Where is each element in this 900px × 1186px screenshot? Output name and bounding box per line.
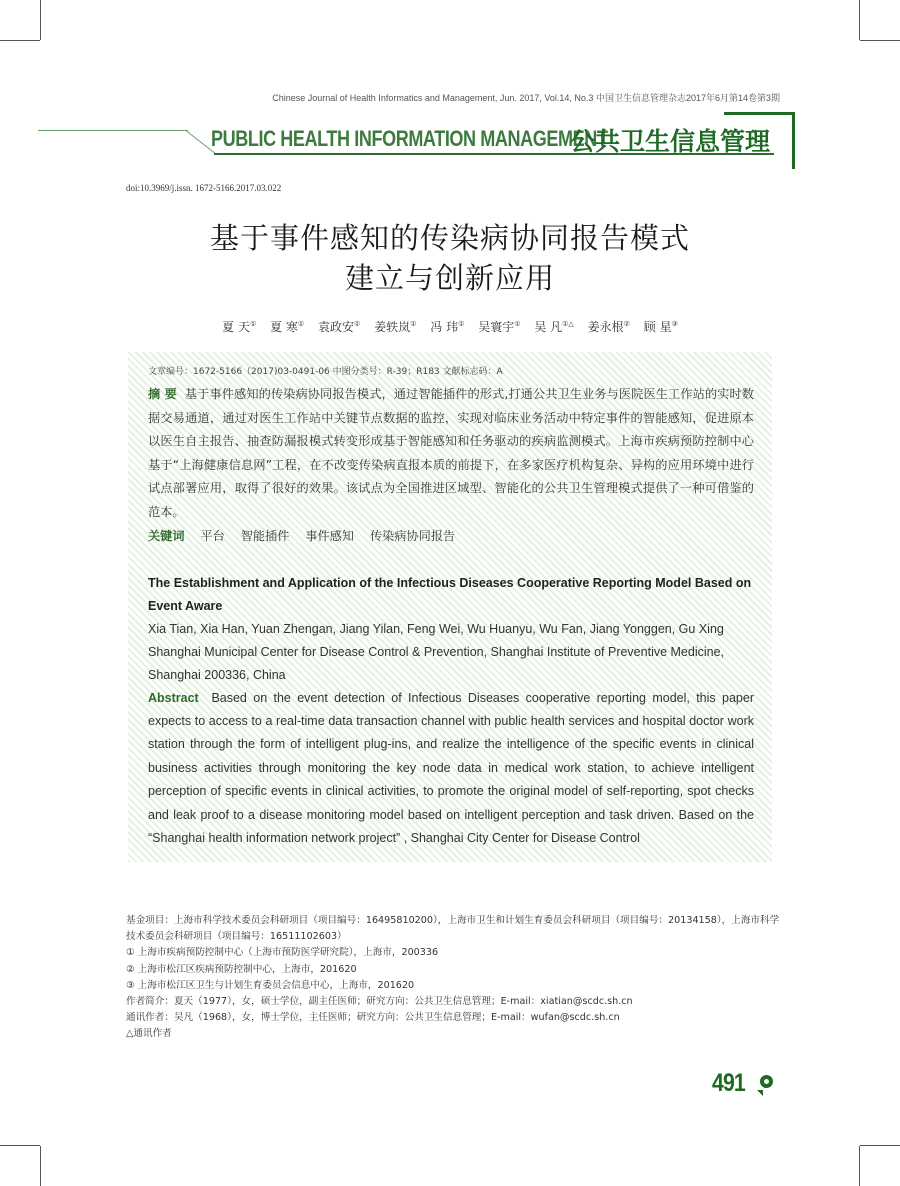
keyword: 事件感知 xyxy=(305,528,355,543)
english-abstract-text: Based on the event detection of Infectious Diseases cooperative reporting model, this paper expects to access to a real-time data transaction channel with public health services and hospital doctor work station through the form of intelligent plug-ins, and realize the intelligence of the specific events in clinical business activities through monitoring the key node data in medical work station, to achieve intelligent perception of specific events in clinical activities, to promote the original model of self-reporting, spot checks and leak proof to a disease monitoring model based on intelligent perception and task driven. Based on the “Shanghai health information network project” , Shanghai City Center for Disease Control xyxy=(148,690,754,845)
author: 姜永根② xyxy=(587,320,630,334)
crop-mark xyxy=(859,0,860,40)
author: 姜轶岚① xyxy=(374,320,417,334)
author: 吴 凡①△ xyxy=(534,320,574,334)
footnotes xyxy=(126,913,786,1043)
crop-mark xyxy=(40,1146,41,1186)
affiliation-note: ③ 上海市松江区卫生与计划生育委员会信息中心，上海市，201620 xyxy=(126,979,415,991)
author: 夏 寒① xyxy=(270,320,305,334)
author-list xyxy=(0,318,900,335)
english-authors: Xia Tian, Xia Han, Yuan Zhengan, Jiang Yilan, Feng Wei, Wu Huanyu, Wu Fan, Jiang Yonggen, Gu Xing xyxy=(148,621,724,636)
title-line-1: 基于事件感知的传染病协同报告模式 xyxy=(209,221,690,255)
crop-mark xyxy=(0,1145,40,1146)
chinese-abstract xyxy=(148,383,754,525)
banner-chinese-title: 公共卫生信息管理 xyxy=(570,127,771,156)
funding-note: 基金项目：上海市科学技术委员会科研项目（项目编号：16495810200），上海市卫生和计划生育委员会科研项目（项目编号：20134158），上海市科学技术委员会科研项目（项目编号：16511102603） xyxy=(126,915,780,943)
classification-line: 文章编号：1672-5166（2017)03-0491-06 中图分类号：R-39；R183 文献标志码：A xyxy=(148,367,503,377)
banner-rule xyxy=(38,130,188,131)
author: 冯 玮① xyxy=(430,320,465,334)
abstract-block xyxy=(148,364,754,850)
page-number: 491 xyxy=(712,1069,745,1097)
crop-mark xyxy=(859,1146,860,1186)
author: 夏 天① xyxy=(222,320,257,334)
keyword: 平台 xyxy=(200,528,225,543)
article-title xyxy=(0,218,900,298)
corresponding-mark-note: △通讯作者 xyxy=(126,1028,172,1040)
affiliation-note: ① 上海市疾病预防控制中心（上海市预防医学研究院），上海市，200336 xyxy=(126,947,439,959)
keyword: 传染病协同报告 xyxy=(369,528,456,543)
abstract-label: 摘 要 xyxy=(148,387,177,401)
author-bio: 作者简介：夏天（1977），女，硕士学位，副主任医师；研究方向：公共卫生信息管理；E-mail：xiatian@scdc.sh.cn xyxy=(126,996,633,1008)
author: 袁政安① xyxy=(318,320,361,334)
keywords-label: 关键词 xyxy=(148,528,185,543)
crop-mark xyxy=(860,1145,900,1146)
author: 吴寰宇① xyxy=(478,320,521,334)
english-abstract xyxy=(148,687,754,851)
english-title: The Establishment and Application of the Infectious Diseases Cooperative Reporting Model Based on Event Aware xyxy=(148,575,752,613)
keywords xyxy=(148,527,754,544)
journal-citation: Chinese Journal of Health Informatics and Management, Jun. 2017, Vol.14, No.3 中国卫生信息管理杂志2017年6月第14卷第3期 xyxy=(272,93,780,103)
english-abstract-label: Abstract xyxy=(148,690,199,705)
author: 顾 星③ xyxy=(643,320,678,334)
crop-mark xyxy=(40,0,41,40)
title-line-2: 建立与创新应用 xyxy=(344,261,555,295)
page-marker-icon xyxy=(760,1075,773,1088)
crop-mark xyxy=(860,40,900,41)
affiliation-note: ② 上海市松江区疾病预防控制中心，上海市，201620 xyxy=(126,963,357,975)
doi: doi:10.3969/j.issn. 1672-5166.2017.03.022 xyxy=(126,183,282,193)
abstract-text: 基于事件感知的传染病协同报告模式，通过智能插件的形式,打通公共卫生业务与医院医生工作站的实时数据交易通道，通过对医生工作站中关键节点数据的监控，实现对临床业务活动中特定事件的智能感知，促进原本以医生自主报告、抽查防漏报模式转变形成基于智能感知和任务驱动的疾病监测模式。上海市疾病预防控制中心基于“上海健康信息网”工程，在不改变传染病直报本质的前提下，在多家医疗机构复杂、异构的应用环境中进行试点部署应用，取得了很好的效果。该试点为全国推进区域型、智能化的公共卫生管理模式提供了一种可借鉴的范本。 xyxy=(148,387,754,519)
banner-english-title: PUBLIC HEALTH INFORMATION MANAGEMENT xyxy=(211,126,608,151)
english-affiliation: Shanghai Municipal Center for Disease Control & Prevention, Shanghai Institute of Preventive Medicine, Shanghai 200336, China xyxy=(148,644,725,682)
corresponding-author: 通讯作者：吴凡（1968），女，博士学位，主任医师；研究方向：公共卫生信息管理；E-mail：wufan@scdc.sh.cn xyxy=(126,1012,620,1024)
page-marker-tail-icon xyxy=(757,1090,763,1096)
crop-mark xyxy=(0,40,40,41)
keyword: 智能插件 xyxy=(240,528,290,543)
